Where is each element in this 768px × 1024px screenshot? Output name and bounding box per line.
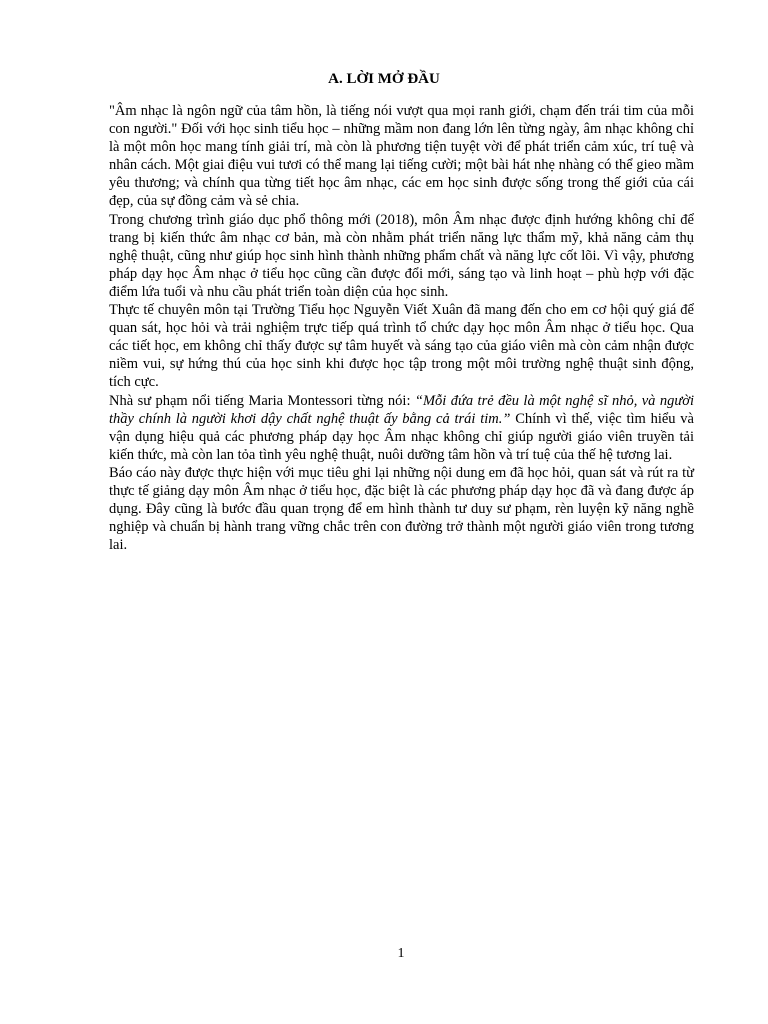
montessori-quote: “Mỗi đứa trẻ đều là một nghệ sĩ nhỏ, và người thầy chính là người khơi dậy chất nghệ thuật ấy bằng cả trái tim.” <box>109 392 694 427</box>
paragraph-curriculum: Trong chương trình giáo dục phổ thông mới (2018), môn Âm nhạc được định hướng không chỉ để trang bị kiến thức âm nhạc cơ bản, mà còn nhằm phát triển năng lực thẩm mỹ, khả năng cảm thụ nghệ thuật, cũng như giúp học sinh hình thành những phẩm chất và năng lực cốt lõi. Vì vậy, phương pháp dạy học Âm nhạc ở tiểu học cũng cần được đổi mới, sáng tạo và linh hoạt – phù hợp với đặc điểm lứa tuổi và nhu cầu phát triển toàn diện của học sinh. <box>109 211 694 300</box>
paragraph-montessori-tail: Chính vì thế, việc tìm hiểu và vận dụng hiệu quả các phương pháp dạy học Âm nhạc không chỉ giúp người giáo viên truyền tải kiến thức, mà còn lan tỏa tình yêu nghệ thuật, nuôi dưỡng tâm hồn và trí tuệ của thế hệ tương lai. <box>109 410 694 463</box>
paragraph-practicum: Thực tế chuyên môn tại Trường Tiểu học Nguyễn Viết Xuân đã mang đến cho em cơ hội quý giá để quan sát, học hỏi và trải nghiệm trực tiếp quá trình tổ chức dạy học môn Âm nhạc ở tiểu học. Qua các tiết học, em không chỉ thấy được sự tâm huyết và sáng tạo của giáo viên mà còn cảm nhận được niềm vui, sự hứng thú của học sinh khi được học tập trong một môi trường nghệ thuật sinh động, tích cực. <box>109 302 694 391</box>
paragraph-montessori-lead: Nhà sư phạm nổi tiếng Maria Montessori từng nói: <box>109 392 415 409</box>
paragraph-montessori <box>109 392 694 464</box>
page-title: A. LỜI MỞ ĐẦU <box>328 71 440 87</box>
document-body <box>109 102 694 554</box>
paragraph-report-purpose: Báo cáo này được thực hiện với mục tiêu ghi lại những nội dung em đã học hỏi, quan sát và rút ra từ thực tế giảng dạy môn Âm nhạc ở tiểu học, đặc biệt là các phương pháp dạy học đã và đang được áp dụng. Đây cũng là bước đầu quan trọng để em hình thành tư duy sư phạm, rèn luyện kỹ năng nghề nghiệp và chuẩn bị hành trang vững chắc trên con đường trở thành một người giáo viên trong tương lai. <box>109 464 694 554</box>
paragraph-intro: "Âm nhạc là ngôn ngữ của tâm hồn, là tiếng nói vượt qua mọi ranh giới, chạm đến trái tim của mỗi con người." Đối với học sinh tiểu học – những mầm non đang lớn lên từng ngày, âm nhạc không chỉ là một môn học mang tính giải trí, mà còn là phương tiện tuyệt vời để phát triển cảm xúc, trí tuệ và nhân cách. Một giai điệu vui tươi có thể mang lại tiếng cười; một bài hát nhẹ nhàng có thể gieo mầm yêu thương; và chính qua từng tiết học âm nhạc, các em học sinh được sống trong thế giới của cái đẹp, của sự đồng cảm và sẻ chia. <box>109 103 694 210</box>
page-number: 1 <box>397 946 405 961</box>
